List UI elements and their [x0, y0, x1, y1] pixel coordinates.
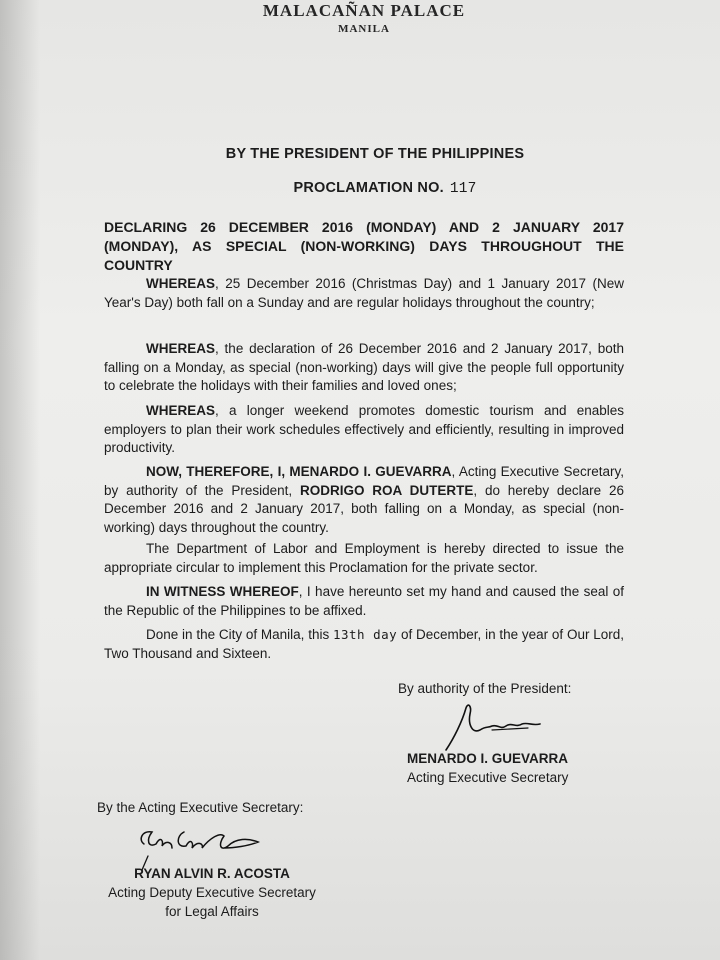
- now-therefore-lead: NOW, THEREFORE, I, MENARDO I. GUEVARRA: [146, 464, 452, 479]
- dole-text: The Department of Labor and Employment is hereby directed to issue the appropriate circular to implement this Proclamation for the private sector.: [104, 541, 624, 575]
- proclamation-heading: [0, 180, 720, 197]
- signer1-name: MENARDO I. GUEVARRA: [407, 751, 569, 766]
- done-text-b: of December, in the year of Our Lord, Two Thousand and Sixteen.: [104, 627, 624, 661]
- done-paragraph: [104, 626, 624, 663]
- by-acting-secretary-line: By the Acting Executive Secretary:: [97, 800, 304, 815]
- signer2-title-line1: Acting Deputy Executive Secretary: [108, 885, 316, 900]
- signer2-name: RYAN ALVIN R. ACOSTA: [134, 866, 290, 881]
- whereas-paragraph-3: [104, 402, 624, 458]
- signer1-title: Acting Executive Secretary: [407, 770, 569, 785]
- letterhead: [0, 0, 720, 35]
- whereas-lead: WHEREAS: [146, 276, 216, 291]
- whereas-paragraph-2: [104, 340, 624, 396]
- proclamation-label: PROCLAMATION NO.: [293, 180, 444, 196]
- now-therefore-text-a: , Acting Executive Secretary, by authority of the President,: [104, 464, 624, 498]
- witness-lead: IN WITNESS WHEREOF: [146, 584, 299, 599]
- signer2-title-line2: for Legal Affairs: [165, 904, 259, 919]
- signer-acosta: [92, 864, 332, 921]
- whereas-text: , the declaration of 26 December 2016 and 2 January 2017, both falling on a Monday, as special (non-working) days will give the people full opportunity to celebrate the holidays with their families and loved ones;: [104, 341, 624, 393]
- by-authority-line: By authority of the President:: [398, 681, 572, 696]
- done-text-a: Done in the City of Manila, this: [146, 627, 333, 642]
- signer-guevarra: [407, 749, 568, 787]
- page-shadow: [0, 0, 40, 960]
- now-therefore-text-b: , do hereby declare 26 December 2016 and 2 January 2017, both falling on a Monday, as special (non-working) days throughout the country.: [104, 482, 625, 535]
- handwritten-day: 13th day: [332, 627, 398, 642]
- dole-paragraph: [104, 540, 624, 577]
- whereas-text: , 25 December 2016 (Christmas Day) and 1 January 2017 (New Year's Day) both fall on a Sunday and are regular holidays throughout the country;: [104, 276, 624, 310]
- letterhead-palace: MALACAÑAN PALACE: [262, 1, 466, 20]
- signature-guevarra: [432, 700, 572, 756]
- whereas-lead: WHEREAS: [146, 341, 216, 356]
- heading-by-president: BY THE PRESIDENT OF THE PHILIPPINES: [225, 146, 525, 162]
- president-name: RODRIGO ROA DUTERTE: [299, 482, 474, 498]
- now-therefore-paragraph: [104, 463, 624, 537]
- witness-paragraph: [104, 583, 624, 620]
- proclamation-title: DECLARING 26 DECEMBER 2016 (MONDAY) AND 2 JANUARY 2017 (MONDAY), AS SPECIAL (NON-WORKING) DAYS THROUGHOUT THE COUNTRY: [104, 219, 624, 273]
- proclamation-number: 117: [449, 181, 477, 197]
- whereas-text: , a longer weekend promotes domestic tourism and enables employers to plan their work schedules effectively and efficiently, resulting in improved productivity.: [104, 403, 624, 455]
- witness-text: , I have hereunto set my hand and caused the seal of the Republic of the Philippines to be affixed.: [104, 584, 625, 618]
- whereas-lead: WHEREAS: [146, 403, 216, 418]
- whereas-paragraph-1: [104, 275, 624, 312]
- letterhead-city: MANILA: [338, 23, 390, 35]
